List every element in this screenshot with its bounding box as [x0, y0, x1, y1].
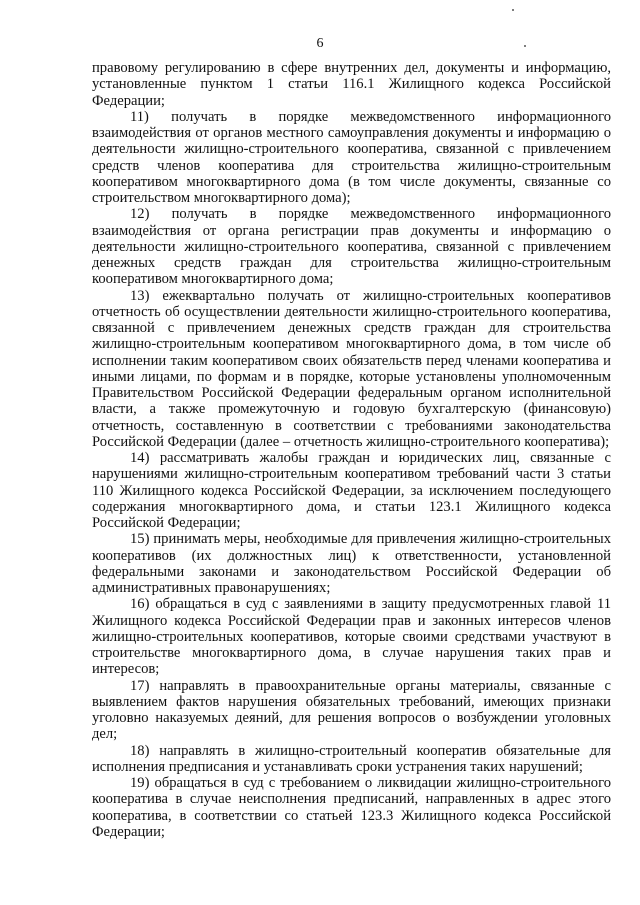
scan-speck [512, 9, 514, 11]
clause-18: 18) направлять в жилищно-строительный кооператив обязательные для исполнения предписания и устанавливать сроки устранения таких нарушений; [92, 742, 611, 775]
document-body [92, 60, 611, 840]
clause-15: 15) принимать меры, необходимые для привлечения жилищно-строительных кооперативов (их должностных лиц) к ответственности, установленной федеральными законами и законодательством Российской Федерации об административных правонарушениях; [92, 531, 611, 596]
scan-speck [524, 45, 526, 47]
clause-17: 17) направлять в правоохранительные органы материалы, связанные с выявлением фактов нарушения обязательных требований, имеющих признаки уголовно наказуемых деяний, для решения вопросов о возбуждении уголовных дел; [92, 677, 611, 743]
clause-12: 12) получать в порядке межведомственного информационного взаимодействия от органа регистрации прав документы и информацию о деятельности жилищно-строительного кооператива, связанной с привлечением денежных средств граждан для строительства жилищно-строительным кооперативом многоквартирного дома; [92, 206, 611, 288]
clause-14: 14) рассматривать жалобы граждан и юридических лиц, связанные с нарушениями жилищно-строительным кооперативом требований части 3 статьи 110 Жилищного кодекса Российской Федерации, за исключением последующего содержания многоквартирного дома, и статьи 123.1 Жилищного кодекса Российской Федерации; [92, 450, 611, 531]
paragraph-continuation: правовому регулированию в сфере внутренних дел, документы и информацию, установленные пунктом 1 статьи 116.1 Жилищного кодекса Российской Федерации; [92, 60, 611, 109]
clause-16: 16) обращаться в суд с заявлениями в защиту предусмотренных главой 11 Жилищного кодекса Российской Федерации прав и законных интересов членов жилищно-строительных кооперативов, которые своими средствами участвуют в строительстве многоквартирного дома, в случае нарушения таких прав и интересов; [92, 596, 611, 678]
clause-13: 13) ежеквартально получать от жилищно-строительных кооперативов отчетность об осуществлении деятельности жилищно-строительного кооператива, связанной с привлечением денежных средств граждан для строительства жилищно-строительным кооперативом многоквартирного дома, в том числе об исполнении таким кооперативом своих обязательств перед членами кооператива и иными лицами, по формам и в порядке, которые установлены уполномоченным Правительством Российской Федерации федеральным органом исполнительной власти, а также промежуточную и годовую бухгалтерскую (финансовую) отчетность, составленную в соответствии с требованиями законодательства Российской Федерации (далее – отчетность жилищно-строительного кооператива); [92, 287, 611, 450]
clause-19: 19) обращаться в суд с требованием о ликвидации жилищно-строительного кооператива в случае неисполнения предписаний, направленных в адрес этого кооператива, в соответствии со статьей 123.3 Жилищного кодекса Российской Федерации; [92, 775, 611, 840]
page-number: 6 [316, 36, 324, 51]
clause-11: 11) получать в порядке межведомственного информационного взаимодействия от органов местного самоуправления документы и информацию о деятельности жилищно-строительного кооператива, связанной с привлечением средств членов кооператива для строительства жилищно-строительным кооперативом многоквартирного дома (в том числе документы, связанные со строительством многоквартирного дома); [92, 108, 611, 206]
